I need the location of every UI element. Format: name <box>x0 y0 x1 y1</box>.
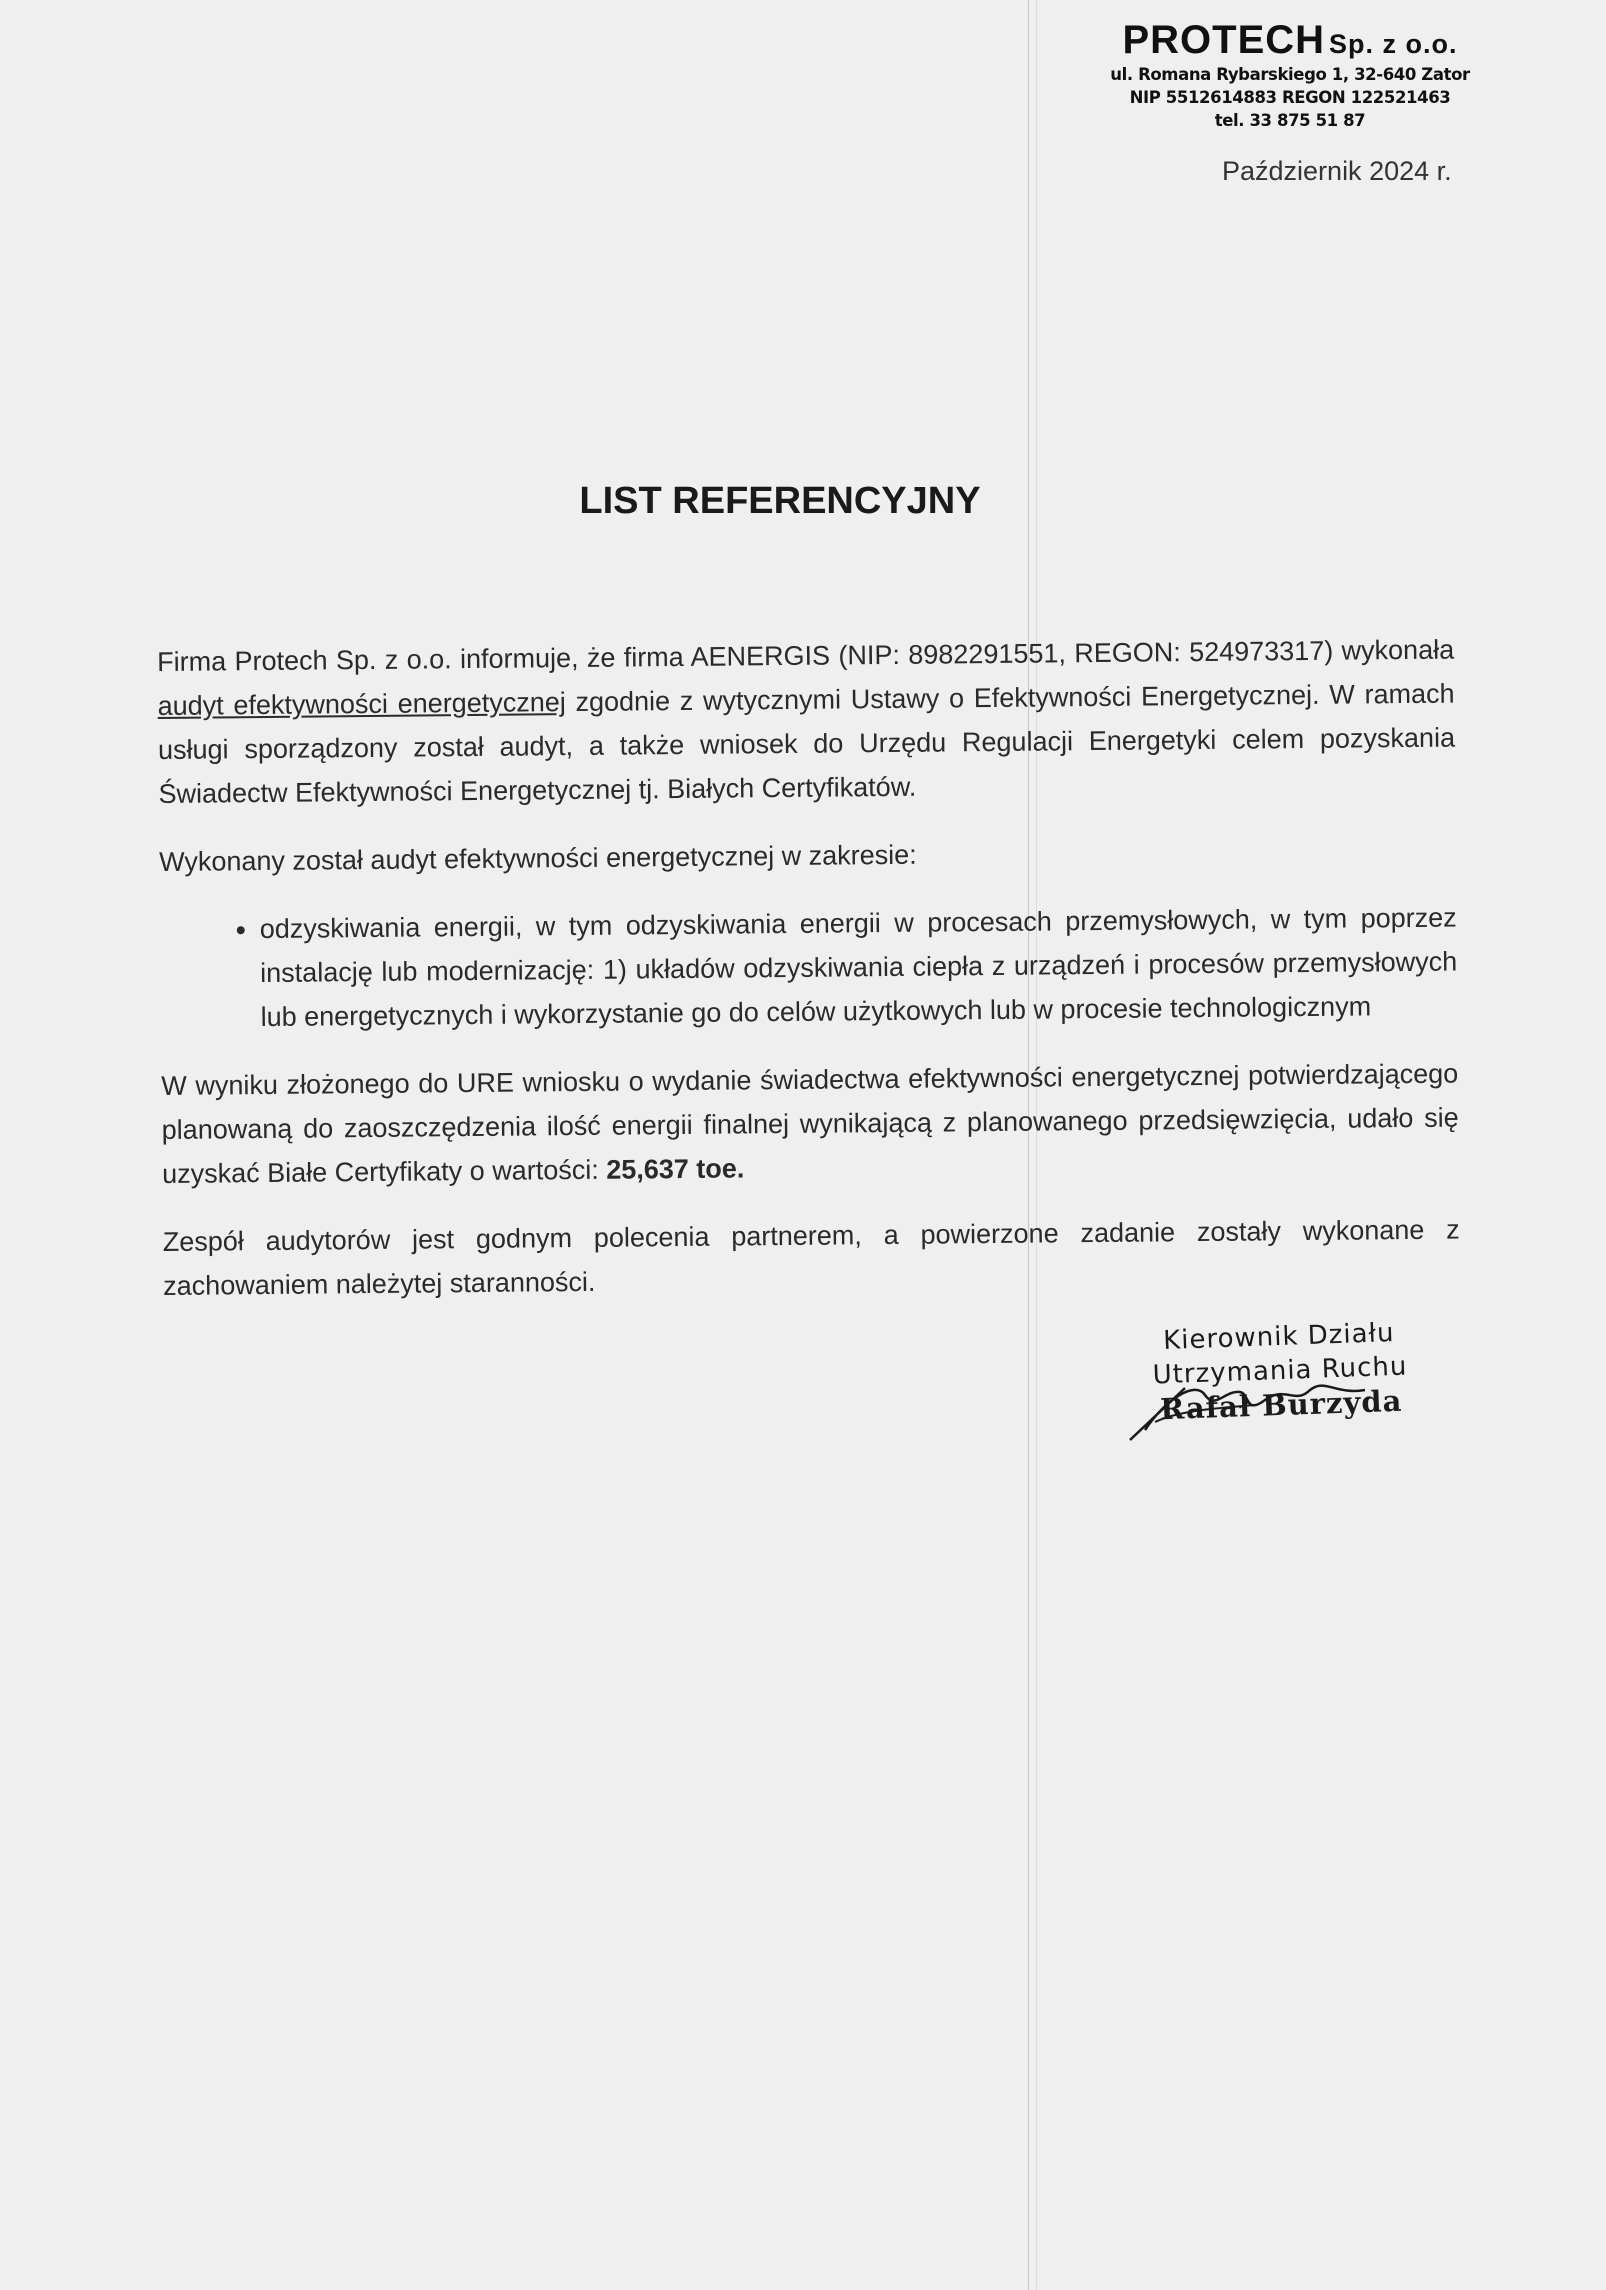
handwritten-signature <box>1125 1360 1425 1450</box>
stamp-address: ul. Romana Rybarskiego 1, 32-640 Zator <box>1110 65 1470 84</box>
stamp-ids: NIP 5512614883 REGON 122521463 <box>1129 88 1451 107</box>
signer-name: Rafał Burzyda <box>1159 1383 1403 1427</box>
stamp-company-name: PROTECH Sp. z o.o. <box>1122 18 1458 62</box>
signer-title-line2: Utrzymania Ruchu <box>1152 1351 1408 1391</box>
letter-date: Październik 2024 r. <box>1222 156 1452 186</box>
list-item: • odzyskiwania energii, w tym odzyskiwania energii w procesach przemysłowych, w tym poprzez instalację lub modernizację: 1) układów odzyskiwania ciepła z urządzeń i procesów przemysłowych lub energetycznych i wykorzystanie go do celów użytkowych lub w procesie technologicznym <box>260 896 1458 1039</box>
paragraph-scope: Wykonany został audyt efektywności energetycznej w zakresie: <box>158 839 917 877</box>
scope-list <box>160 896 1458 1040</box>
certificate-value: 25,637 toe. <box>606 1153 745 1185</box>
stamp-phone: tel. 33 875 51 87 <box>1214 111 1366 130</box>
paragraph-recommendation: Zespół audytorów jest godnym polecenia partnerem, a powierzone zadanie zostały wykonane z zachowaniem należytej staranności. <box>162 1214 1460 1301</box>
company-stamp <box>1080 18 1500 132</box>
paragraph-result: W wyniku złożonego do URE wniosku o wydanie świadectwa efektywności energetycznej potwierdzającego planowaną do zaoszczędzenia ilość energii finalnej wynikającą z planowanego przedsięwzięcia, udało się uzyskać Białe Certyfikaty o wartości: 25,637 toe. <box>161 1058 1459 1189</box>
underlined-phrase: audyt efektywności energetycznej <box>157 687 566 721</box>
letter-body <box>157 628 1461 1332</box>
paragraph-intro: Firma Protech Sp. z o.o. informuje, że firma AENERGIS (NIP: 8982291551, REGON: 524973317) wykonała audyt efektywności energetycznej zgodnie z wytycznymi Ustawy o Efektywności Energetycznej. W ramach usługi sporządzony został audyt, a także wniosek do Urzędu Regulacji Energetyki celem pozyskania Świadectw Efektywności Energetycznej tj. Białych Certyfikatów. <box>157 634 1456 809</box>
letter-title: LIST REFERENCYJNY <box>579 480 981 522</box>
signer-title-line1: Kierownik Działu <box>1162 1317 1395 1357</box>
